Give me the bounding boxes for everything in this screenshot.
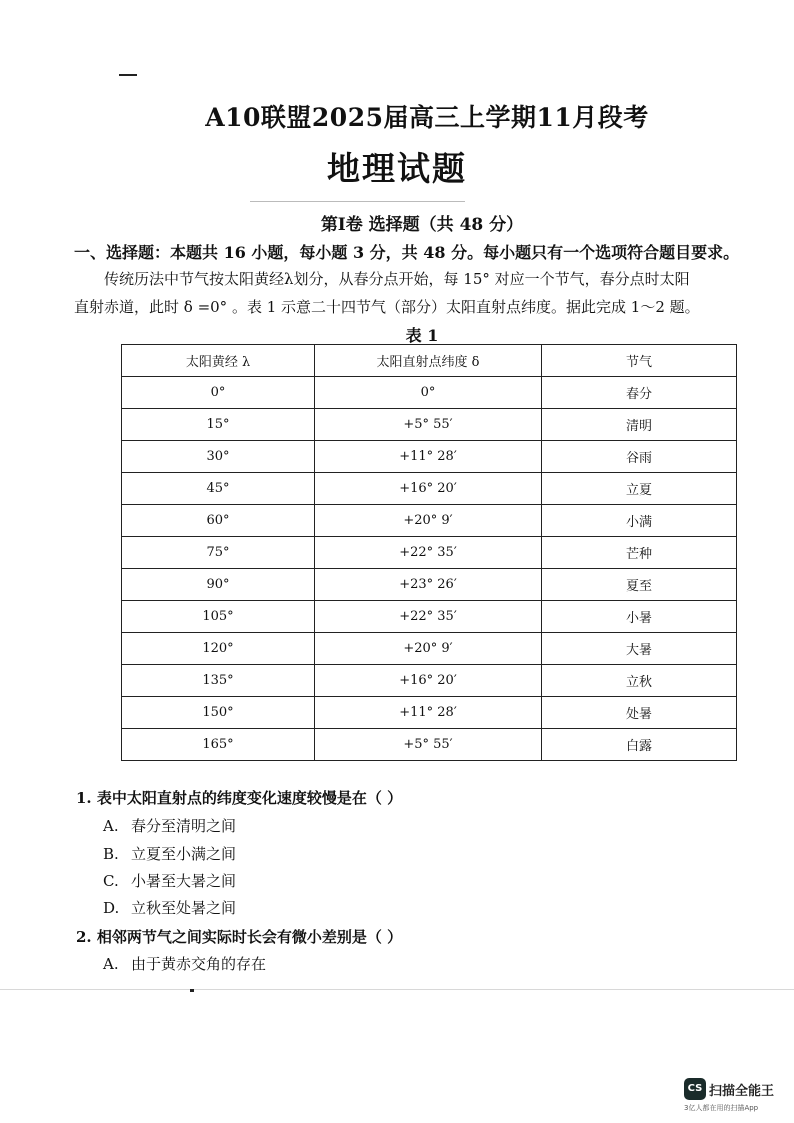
question-1-option-b: [103, 843, 236, 864]
table-header-row: [122, 345, 737, 377]
option-label: D.: [103, 899, 120, 917]
page-divider: [0, 989, 794, 990]
intro-line-2: 直射赤道，此时 δ =0° 。表 1 示意二十四节气（部分）太阳直射点纬度。据此完成 1～2 题。: [74, 298, 700, 316]
option-text: 立秋至处暑之间: [131, 899, 237, 917]
option-text: 立夏至小满之间: [131, 845, 237, 863]
cell-longitude: 75°: [122, 537, 315, 569]
option-label: A.: [103, 955, 119, 973]
camscanner-logo-icon: CS: [684, 1078, 706, 1100]
cell-term: 清明: [542, 409, 737, 441]
table-row: [122, 729, 737, 761]
cell-latitude: +16° 20′: [315, 473, 542, 505]
cell-latitude: +20° 9′: [315, 633, 542, 665]
option-label: A.: [103, 817, 119, 835]
table-row: [122, 409, 737, 441]
table-row: [122, 601, 737, 633]
cell-longitude: 15°: [122, 409, 315, 441]
solar-terms-table: [121, 344, 737, 761]
cell-longitude: 0°: [122, 377, 315, 409]
subject-title: 地理试题: [327, 149, 467, 188]
exam-title: A10联盟2025届高三上学期11月段考: [205, 103, 649, 132]
question-1-stem: 1. 表中太阳直射点的纬度变化速度较慢是在（ ）: [76, 789, 403, 807]
question-1-option-c: [103, 870, 236, 891]
option-label: B.: [103, 845, 119, 863]
table-row: [122, 505, 737, 537]
table-row: [122, 537, 737, 569]
watermark-name: 扫描全能王: [709, 1084, 775, 1099]
table-row: [122, 377, 737, 409]
cell-longitude: 60°: [122, 505, 315, 537]
cell-term: 立夏: [542, 473, 737, 505]
cell-longitude: 45°: [122, 473, 315, 505]
intro-line-1: 传统历法中节气按太阳黄经λ划分，从春分点开始，每 15° 对应一个节气，春分点时太阳: [104, 270, 690, 288]
scan-mark: [190, 989, 194, 992]
cell-longitude: 30°: [122, 441, 315, 473]
question-1-option-a: [103, 815, 236, 836]
cell-term: 芒种: [542, 537, 737, 569]
option-text: 由于黄赤交角的存在: [131, 955, 267, 973]
question-2-option-a: [103, 953, 266, 974]
instructions: 一、选择题：本题共 16 小题，每小题 3 分，共 48 分。每小题只有一个选项符合题目要求。: [74, 243, 740, 262]
cell-latitude: +5° 55′: [315, 409, 542, 441]
table-row: [122, 633, 737, 665]
cell-latitude: +5° 55′: [315, 729, 542, 761]
section-heading: 第Ⅰ卷 选择题（共 48 分）: [320, 215, 524, 235]
option-text: 春分至清明之间: [131, 817, 237, 835]
header-subsolar-latitude: 太阳直射点纬度 δ: [315, 345, 542, 377]
cell-longitude: 165°: [122, 729, 315, 761]
cell-longitude: 90°: [122, 569, 315, 601]
cell-term: 白露: [542, 729, 737, 761]
question-1-option-d: [103, 897, 236, 918]
cell-latitude: +11° 28′: [315, 697, 542, 729]
cell-term: 小满: [542, 505, 737, 537]
cell-term: 小暑: [542, 601, 737, 633]
question-2-stem: 2. 相邻两节气之间实际时长会有微小差别是（ ）: [76, 928, 403, 946]
cell-longitude: 150°: [122, 697, 315, 729]
table-row: [122, 473, 737, 505]
cell-latitude: 0°: [315, 377, 542, 409]
cell-latitude: +11° 28′: [315, 441, 542, 473]
cell-latitude: +23° 26′: [315, 569, 542, 601]
header-ecliptic-longitude: 太阳黄经 λ: [122, 345, 315, 377]
cell-longitude: 105°: [122, 601, 315, 633]
cell-term: 春分: [542, 377, 737, 409]
table-caption: 表 1: [405, 326, 439, 345]
table-row: [122, 441, 737, 473]
option-text: 小暑至大暑之间: [131, 872, 237, 890]
cell-term: 立秋: [542, 665, 737, 697]
watermark-tagline: 3亿人都在用的扫描App: [684, 1104, 759, 1112]
cell-latitude: +22° 35′: [315, 601, 542, 633]
title-divider: [250, 201, 465, 202]
cell-term: 大暑: [542, 633, 737, 665]
cell-term: 谷雨: [542, 441, 737, 473]
cell-latitude: +16° 20′: [315, 665, 542, 697]
table-row: [122, 697, 737, 729]
cell-term: 夏至: [542, 569, 737, 601]
header-solar-term: 节气: [542, 345, 737, 377]
cell-latitude: +20° 9′: [315, 505, 542, 537]
cell-longitude: 135°: [122, 665, 315, 697]
cell-term: 处暑: [542, 697, 737, 729]
cell-latitude: +22° 35′: [315, 537, 542, 569]
option-label: C.: [103, 872, 119, 890]
cell-longitude: 120°: [122, 633, 315, 665]
scan-mark: [119, 74, 137, 76]
table-row: [122, 665, 737, 697]
table-row: [122, 569, 737, 601]
